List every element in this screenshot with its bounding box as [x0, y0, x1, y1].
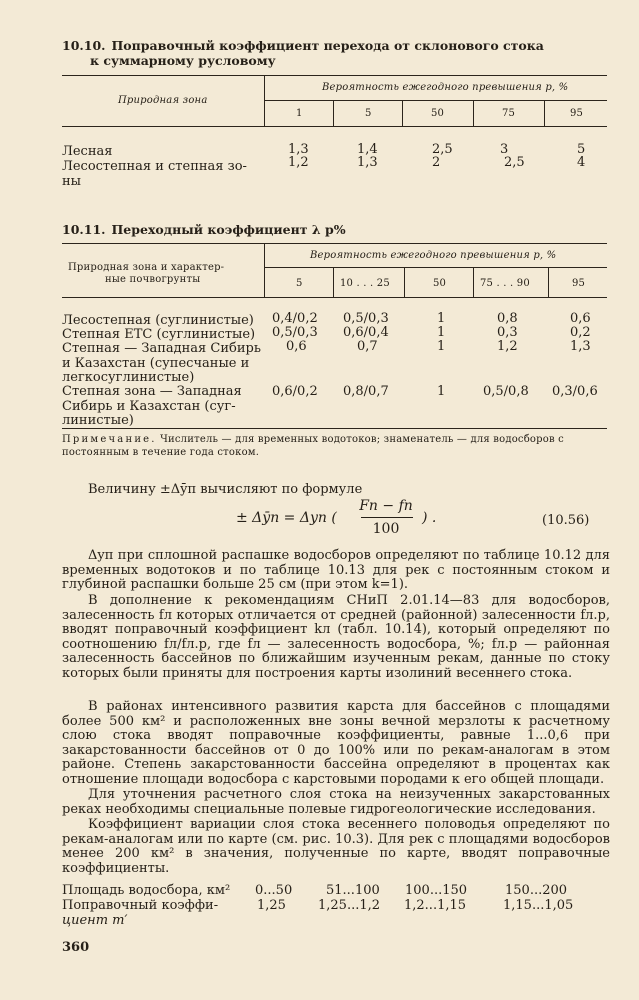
table2-bottom-rule — [62, 428, 607, 429]
table2-zone-header: Природная зона и характер- — [68, 262, 225, 273]
page-number: 360 — [62, 940, 90, 955]
table1-mid-rule — [265, 100, 607, 101]
table2-col-header: 5 — [296, 278, 303, 289]
table2-col-header: 10 . . . 25 — [340, 278, 390, 289]
bottom-cell: 51...100 — [326, 883, 380, 898]
table1-col-header: 95 — [570, 108, 584, 119]
table1-cell: 2,5 — [504, 155, 525, 170]
table2-cell: 0,7 — [357, 339, 378, 354]
bottom-cell: 1,15...1,05 — [503, 898, 574, 913]
table1-row-label: Лесостепная и степная зо- ны — [62, 159, 247, 189]
table1-col-header: 75 — [502, 108, 516, 119]
table1-cell: 2 — [432, 155, 441, 170]
table2-cell: 1,3 — [570, 339, 591, 354]
table2-col-header: 95 — [572, 278, 586, 289]
bottom-cell: 1,25 — [257, 898, 286, 913]
formula-numerator: Fп − fп — [359, 498, 413, 514]
table1-col-header: 50 — [431, 108, 445, 119]
table1-cell: 3 — [500, 142, 509, 157]
table1-col-header: 1 — [296, 108, 303, 119]
bottom-cell: 0...50 — [255, 883, 293, 898]
paragraph: В дополнение к рекомендациям СНиП 2.01.14—83 для водосборов, залесенность fл которых отличается от средней (районной) залесенности fл.р, вводят поправочный коэффициент kл (табл. 10.14), который определяют по соотношению fл/fл.р, где fл — залесенность водосбора, %; fл.р — районная залесенность бассейнов по ближайшим изученным рекам, данные по стоку которых были приняты для построения карты изолиний весеннего стока. — [62, 593, 610, 681]
table2-cell: 0,3/0,6 — [552, 384, 598, 399]
bottom-cell: 1,2...1,15 — [404, 898, 467, 913]
table2-header-rule — [62, 297, 607, 298]
paragraph: Для уточнения расчетного слоя стока на неизученных закарстованных реках необходимы специальные полевые гидрогеологические исследования. — [62, 787, 610, 817]
formula-denominator: 100 — [372, 521, 400, 537]
table2-cell: 0,3 — [497, 325, 518, 340]
table1-caption: 10.10. Поправочный коэффициент перехода от склонового стока — [62, 38, 544, 53]
table2-cell: 0,5/0,8 — [483, 384, 529, 399]
table1-row-label: Лесная — [62, 144, 113, 159]
table2-cell: 1,2 — [497, 339, 518, 354]
table2-caption: 10.11. Переходный коэффициент λ p% — [62, 222, 346, 237]
table1-cell: 1,3 — [288, 142, 309, 157]
table1-cell: 2,5 — [432, 142, 453, 157]
formula: ± Δȳп = Δyп ( Fп − fп 100 ) . — [236, 498, 437, 537]
table2-cell: 0,8/0,7 — [343, 384, 389, 399]
table1-cell: 1,4 — [357, 142, 378, 157]
bottom-cell: 1,25...1,2 — [318, 898, 381, 913]
table2-cell: 0,5/0,3 — [272, 325, 318, 340]
table1-vrule — [264, 75, 265, 127]
equation-number: (10.56) — [542, 513, 590, 528]
table2-cell: 0,6 — [570, 311, 591, 326]
fraction-line — [361, 517, 413, 518]
paragraph: Δyп при сплошной распашке водосборов определяют по таблице 10.12 для временных водотоков и по таблице 10.13 для рек с постоянным стоком и глубиной распашки больше 25 см (при этом k=1). — [62, 548, 610, 593]
book-page: 10.10. Поправочный коэффициент перехода от склонового стока к суммарному русловому Природная зона Вероятность ежегодного превышения p, % 1 5 50 75 95 Лесная 1,3 1,4 2,5 3 5 Лесостепная и степная зо- ны 1,2 1,3 2 2,5 4 10.11. Переходный коэффициент λ p% Природная зона и характер- ные почвогрунты Вероятность ежегодного превышения p, % 5 10 . . . 25 50 75 . . . 90 95 Лесостепная (суглинистые) 0,4/0,2 0,5/0,3 1 0,8 0,6 Степная ЕТС (суглинистые) 0,5/0,3 0,6/0,4 1 0,3 0,2 Степная — Западная Сибирь и Казахстан (супесчаные и легкосуглинистые) 0,6 0,7 1 1,2 1,3 Степная зона — Западная Сибирь и Казахстан (суг- линистые) 0,6/0,2 0,8/0,7 1 0,5/0,8 0,3/0,6 Примечание. Числитель — для временных водотоков; знаменатель — для водосборов с постоянным в течение года стоком. Величину ±Δȳп вычисляют по формуле ± Δȳп = Δyп ( Fп − fп 100 ) . (10.56) Δyп при сплошной распашке водосборов определяют по таблице 10.12 для временных водотоков и по таблице 10.13 для рек с постоянным стоком и глубиной распашки больше 25 см (при этом k=1). В дополнение к рекомендациям СНиП 2.01.14—83 для водосборов, залесенность fл которых отличается от средней (районной) залесенности fл.р, вводят поправочный коэффициент kл (табл. 10.14), который определяют по соотношению fл/fл.р, где fл — залесенность водосбора, %; fл.р — районная залесенность бассейнов по ближайшим изученным рекам, данные по стоку которых были приняты для построения карты изолиний весеннего стока. В районах интенсивного развития карста для бассейнов с площадями более 500 км² и расположенных вне зоны вечной мерзлоты к расчетному слою стока вводят поправочные коэффициенты, равные 1...0,6 при закарстованности бассейнов от 0 до 100% или по рекам-аналогам в этом районе. Степень закарстованности бассейна определяют в процентах как отношение площади водосбора с карстовыми породами к его общей площади. Для уточнения расчетного слоя стока на неизученных закарстованных реках необходимы специальные полевые гидрогеологические исследования. Коэффициент вариации слоя стока весеннего половодья определяют по рекам-аналогам или по карте (см. рис. 10.3). Для рек с площадями водосборов менее 200 км² в значения, полученные по карте, вводят поправочные коэффициенты. Площадь водосбора, км² 0...50 51...100 100...150 150...200 Поправочный коэффи- циент m′ 1,25 1,25...1,2 1,2...1,15 1,15...1,05 360 — [62, 38, 610, 955]
bottom-cell: 100...150 — [405, 883, 468, 898]
table2-note: Примечание. Числитель — для временных водотоков; знаменатель — для водосборов с постоянным в течение года стоком. — [62, 434, 564, 458]
table2-cell: 1 — [437, 384, 446, 399]
table2-top-rule — [62, 243, 607, 244]
table2-col-header: 50 — [433, 278, 447, 289]
table1-header-rule — [62, 126, 607, 127]
table2-row-label: Лесостепная (суглинистые) — [62, 313, 254, 328]
table2-cell: 1 — [437, 311, 446, 326]
table2-cell: 0,2 — [570, 325, 591, 340]
paragraph: В районах интенсивного развития карста для бассейнов с площадями более 500 км² и расположенных вне зоны вечной мерзлоты к расчетному слою стока вводят поправочные коэффициенты, равные 1...0,6 при закарстованности бассейнов от 0 до 100% или по рекам-аналогам в этом районе. Степень закарстованности бассейна определяют в процентах как отношение площади водосбора с карстовыми породами к его общей площади. — [62, 699, 610, 787]
table1-zone-header: Природная зона — [118, 95, 208, 106]
bottom-row1-label: Площадь водосбора, км² — [62, 883, 231, 898]
table1-cell: 4 — [577, 155, 586, 170]
paragraph: Коэффициент вариации слоя стока весеннего половодья определяют по рекам-аналогам или по карте (см. рис. 10.3). Для рек с площадями водосборов менее 200 км² в значения, полученные по карте, вводят поправочные коэффициенты. — [62, 817, 610, 876]
table2-cell: 0,5/0,3 — [343, 311, 389, 326]
table2-row-label: Степная зона — Западная Сибирь и Казахстан (суг- линистые) — [62, 384, 242, 428]
table2-cell: 0,8 — [497, 311, 518, 326]
bottom-cell: 150...200 — [505, 883, 568, 898]
table1-cell: 5 — [577, 142, 586, 157]
table1-top-rule — [62, 75, 607, 76]
table2-cell: 1 — [437, 325, 446, 340]
table1-col-header: 5 — [365, 108, 372, 119]
table1-cell: 1,3 — [357, 155, 378, 170]
table2-cell: 0,6/0,4 — [343, 325, 389, 340]
table2-row-label: Степная ЕТС (суглинистые) — [62, 327, 256, 342]
formula-intro: Величину ±Δȳп вычисляют по формуле — [88, 482, 363, 497]
table2-cell: 0,4/0,2 — [272, 311, 318, 326]
table2-col-header: 75 . . . 90 — [480, 278, 530, 289]
table1-prob-header: Вероятность ежегодного превышения p, % — [322, 82, 569, 93]
table2-row-label: Степная — Западная Сибирь и Казахстан (супесчаные и легкосуглинистые) — [62, 341, 261, 385]
table1-caption-line2: к суммарному русловому — [90, 53, 276, 68]
bottom-row2-label: Поправочный коэффи- — [62, 898, 219, 913]
table2-prob-header: Вероятность ежегодного превышения p, % — [310, 250, 557, 261]
table2-cell: 0,6 — [286, 339, 307, 354]
table2-cell: 1 — [437, 339, 446, 354]
table1-cell: 1,2 — [288, 155, 309, 170]
table2-cell: 0,6/0,2 — [272, 384, 318, 399]
